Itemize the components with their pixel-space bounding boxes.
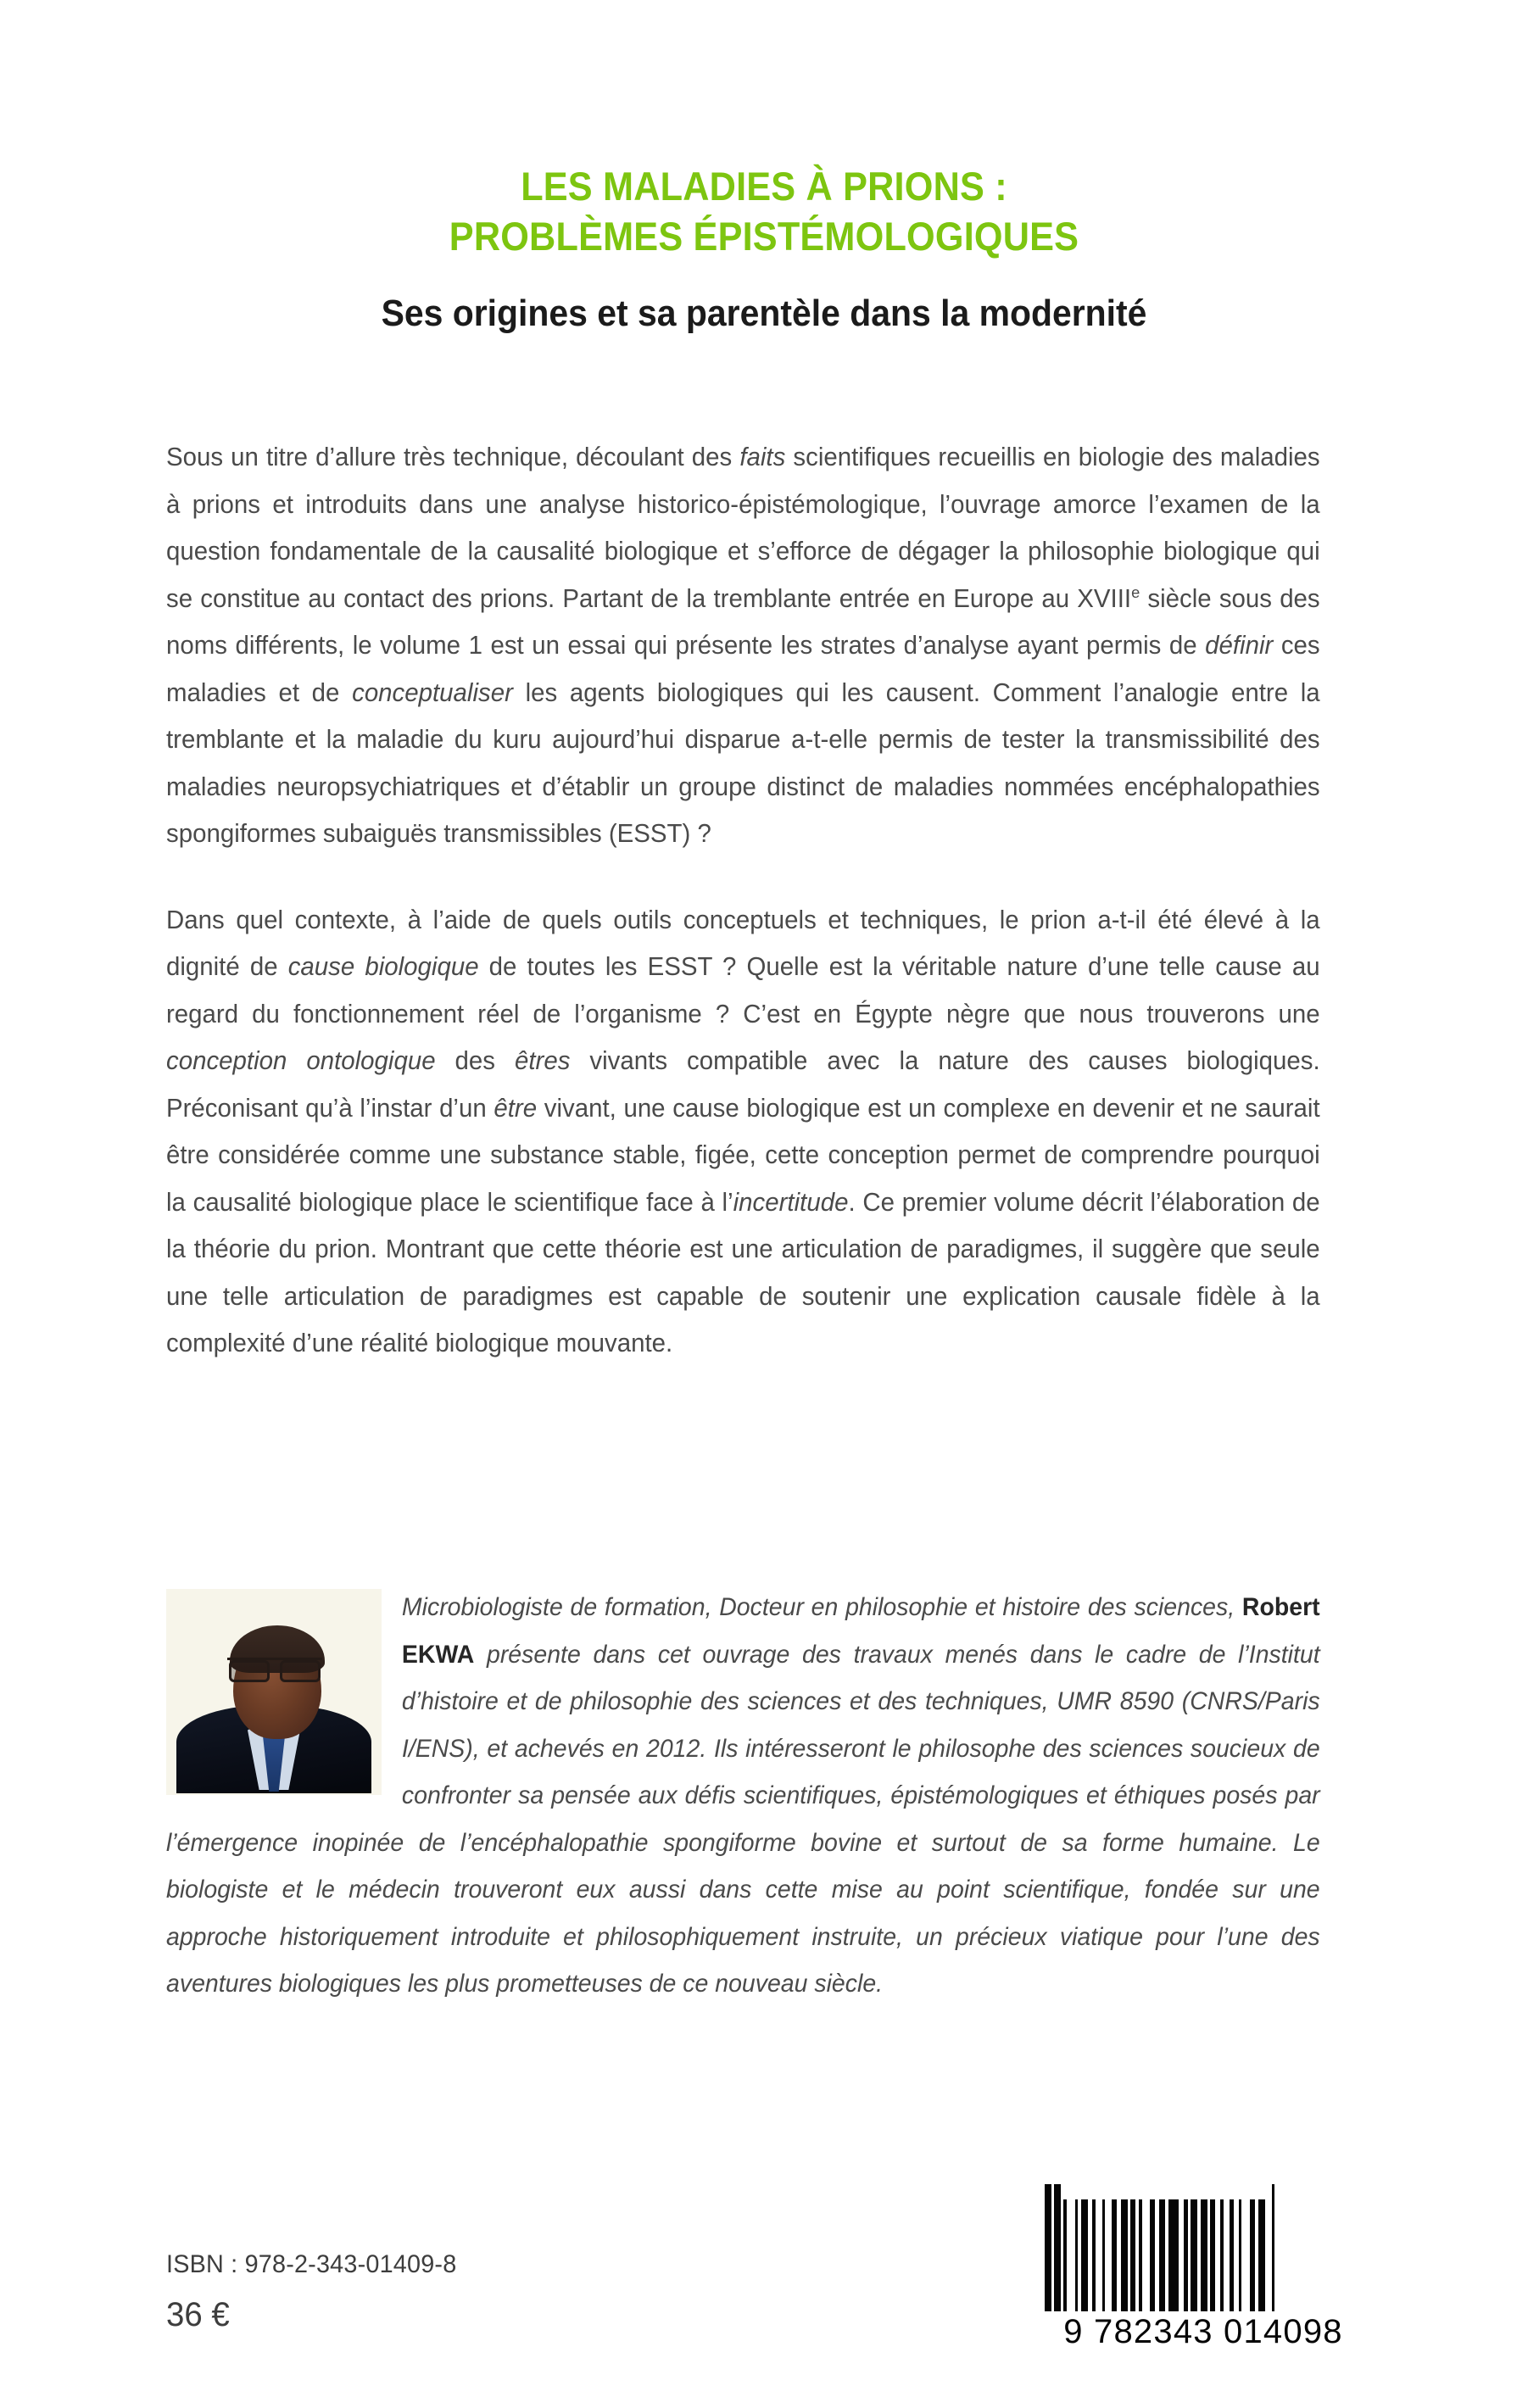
main-title-line-1: LES MALADIES À PRIONS :	[521, 164, 1007, 209]
barcode-space	[1105, 2199, 1112, 2311]
barcode-digits: 9 782343 014098	[1063, 2313, 1343, 2350]
title-block	[166, 161, 1362, 337]
p2-italic-1: cause biologique	[287, 952, 479, 981]
blurb-paragraph-1	[166, 434, 1320, 858]
blurb-paragraph-2	[166, 897, 1320, 1368]
barcode-bar	[1258, 2199, 1265, 2311]
author-name: Robert EKWA	[401, 1593, 1320, 1669]
barcode-bar	[1054, 2184, 1061, 2311]
barcode-bar	[1159, 2199, 1166, 2311]
barcode-space	[1067, 2199, 1074, 2311]
barcode-bar	[1045, 2184, 1051, 2311]
barcode-bar	[1201, 2199, 1207, 2311]
p2-italic-4: être	[494, 1093, 538, 1123]
p2-italic-3: êtres	[514, 1046, 571, 1075]
p1-text-3: siècle sous des noms différents, le volume 1 est un essai qui présente les strates d’analyse ayant permis de	[166, 583, 1320, 660]
p1-text-1: Sous un titre d’allure très technique, découlant des	[166, 443, 740, 471]
bio-text-2: présente dans cet ouvrage des travaux menés dans le cadre de l’Institut d’histoire et de philosophie des sciences et des techniques, UMR 8590 (CNRS/Paris I/ENS), et achevés en 2012. Ils intéresseront le philosophe des sciences soucieux de confronter sa pensée aux défis scientifiques, épistémologiques et éthiques posés par l’émergence inopinée de l’encéphalopathie spongiforme bovine et surtout de sa forme humaine. Le biologiste et le médecin trouveront eux aussi dans cette mise au point scientifique, fondée sur une approche historiquement introduite et philosophiquement instruite, un précieux viatique pour l’une des aventures biologiques les plus prometteuses de ce nouveau siècle.	[166, 1640, 1320, 1998]
p2-italic-5: incertitude	[733, 1187, 849, 1217]
author-biography	[166, 1584, 1320, 2008]
p1-italic-2: définir	[1205, 631, 1274, 660]
barcode-bar	[1168, 2199, 1179, 2311]
barcode-bar	[1121, 2199, 1128, 2311]
barcode	[1045, 2184, 1362, 2351]
p1-text-5: les agents biologiques qui les causent. Comment l’analogie entre la tremblante et la maladie du kuru aujourd’hui disparue a-t-elle permis de tester la transmissibilité des maladies neuropsychiatriques et d’établir un groupe distinct de maladies nommées encéphalopathies spongiformes subaiguës transmissibles (ESST) ?	[166, 677, 1320, 848]
p1-italic-3: conceptualiser	[352, 677, 513, 707]
barcode-space	[1274, 2184, 1281, 2311]
bio-text-1: Microbiologiste de formation, Docteur en philosophie et histoire des sciences,	[401, 1593, 1242, 1621]
barcode-space	[1241, 2199, 1249, 2311]
p1-text-2: scientifiques recueillis en biologie des maladies à prions et introduits dans une analyse historico-épistémologique, l’ouvrage amorce l’examen de la question fondamentale de la causalité biologique et s’efforce de dégager la philosophie biologique qui se constitue au contact des prions. Partant de la tremblante entrée en Europe au XVIII	[166, 443, 1320, 613]
barcode-bar	[1081, 2199, 1088, 2311]
p1-text-4: ces maladies et de	[166, 631, 1320, 707]
barcode-space	[1265, 2184, 1272, 2311]
p2-text-4: vivants compatible avec la nature des causes biologiques. Préconisant qu’à l’instar d’un	[166, 1046, 1320, 1123]
author-section	[166, 1584, 1362, 2008]
p2-italic-2: conception ontologique	[166, 1046, 436, 1075]
barcode-space	[1142, 2199, 1150, 2311]
barcode-space	[1224, 2199, 1230, 2311]
price-text: 36 €	[166, 2296, 230, 2333]
p2-text-6: . Ce premier volume décrit l’élaboration de la théorie du prion. Montrant que cette théorie est une articulation de paradigmes, il suggère que seule une telle articulation de paradigmes est capable de soutenir une explication causale fidèle à la complexité d’une réalité biologique mouvante.	[166, 1187, 1320, 1357]
p2-text-3: des	[435, 1046, 515, 1075]
p2-text-1: Dans quel contexte, à l’aide de quels outils conceptuels et techniques, le prion a-t-il été élevé à la dignité de	[166, 905, 1320, 981]
barcode-bar	[1191, 2199, 1197, 2311]
barcode-bars	[1045, 2184, 1362, 2311]
isbn-text: ISBN : 978-2-343-01409-8	[166, 2250, 457, 2278]
p2-text-2: de toutes les ESST ? Quelle est la véritable nature d’une telle cause au regard du fonctionnement réel de l’organisme ? C’est en Égypte nègre que nous trouverons une	[166, 952, 1320, 1028]
p2-text-5: vivant, une cause biologique est un complexe en devenir et ne saurait être considérée comme une substance stable, figée, cette conception permet de comprendre pourquoi la causalité biologique place le scientifique face à l’	[166, 1093, 1320, 1217]
p1-superscript-1: e	[1131, 583, 1140, 602]
blurb-section	[166, 434, 1362, 1407]
p1-italic-1: faits	[739, 443, 786, 471]
barcode-space	[1096, 2199, 1102, 2311]
subtitle: Ses origines et sa parentèle dans la modernité	[381, 293, 1147, 335]
main-title-line-2: PROBLÈMES ÉPISTÉMOLOGIQUES	[449, 214, 1079, 259]
